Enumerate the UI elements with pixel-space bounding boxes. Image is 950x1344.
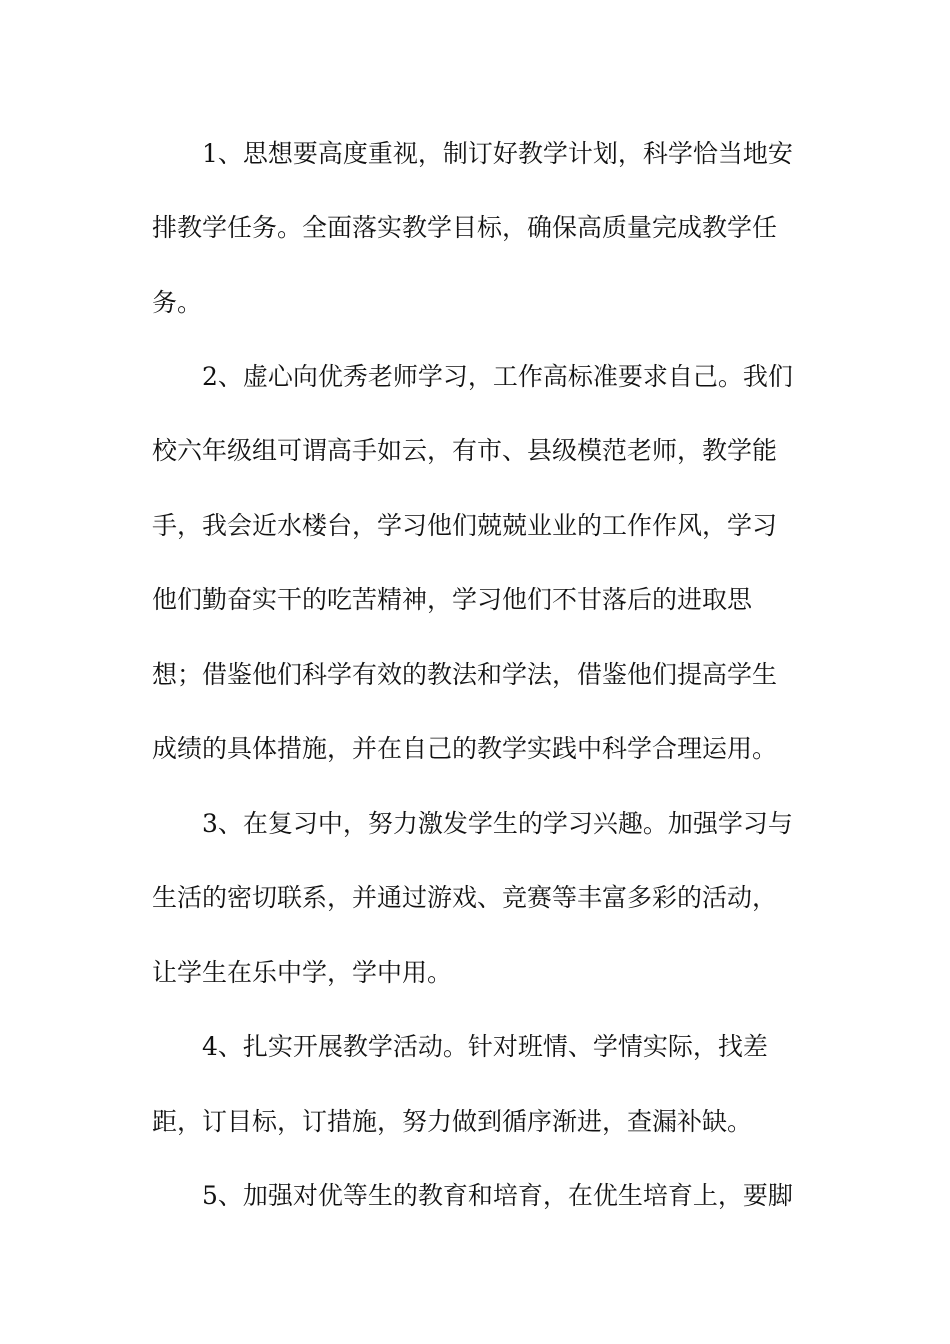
paragraph-2-line-6: 成绩的具体措施，并在自己的教学实践中科学合理运用。: [152, 734, 778, 763]
paragraph-2-line-2: 校六年级组可谓高手如云，有市、县级模范老师，教学能: [152, 436, 778, 465]
paragraph-5-line-1: 5、加强对优等生的教育和培育，在优生培育上，要脚: [202, 1181, 793, 1210]
paragraph-1-line-2: 排教学任务。全面落实教学目标，确保高质量完成教学任: [152, 213, 778, 242]
paragraph-2-line-4: 他们勤奋实干的吃苦精神，学习他们不甘落后的进取思: [152, 585, 753, 614]
paragraph-2-line-1: 2、虚心向优秀老师学习，工作高标准要求自己。我们: [202, 362, 793, 391]
paragraph-2-line-5: 想；借鉴他们科学有效的教法和学法，借鉴他们提高学生: [152, 660, 778, 689]
paragraph-3-line-2: 生活的密切联系，并通过游戏、竞赛等丰富多彩的活动，: [152, 883, 778, 912]
paragraph-4-line-1: 4、扎实开展教学活动。针对班情、学情实际，找差: [202, 1032, 768, 1061]
paragraph-3-line-3: 让学生在乐中学，学中用。: [152, 958, 453, 987]
paragraph-2-line-3: 手，我会近水楼台，学习他们兢兢业业的工作作风，学习: [152, 511, 778, 540]
paragraph-3-line-1: 3、在复习中，努力激发学生的学习兴趣。加强学习与: [202, 809, 793, 838]
paragraph-4-line-2: 距，订目标，订措施，努力做到循序渐进，查漏补缺。: [152, 1107, 753, 1136]
paragraph-1-line-3: 务。: [152, 288, 203, 317]
paragraph-1-line-1: 1、思想要高度重视，制订好教学计划，科学恰当地安: [202, 139, 793, 168]
